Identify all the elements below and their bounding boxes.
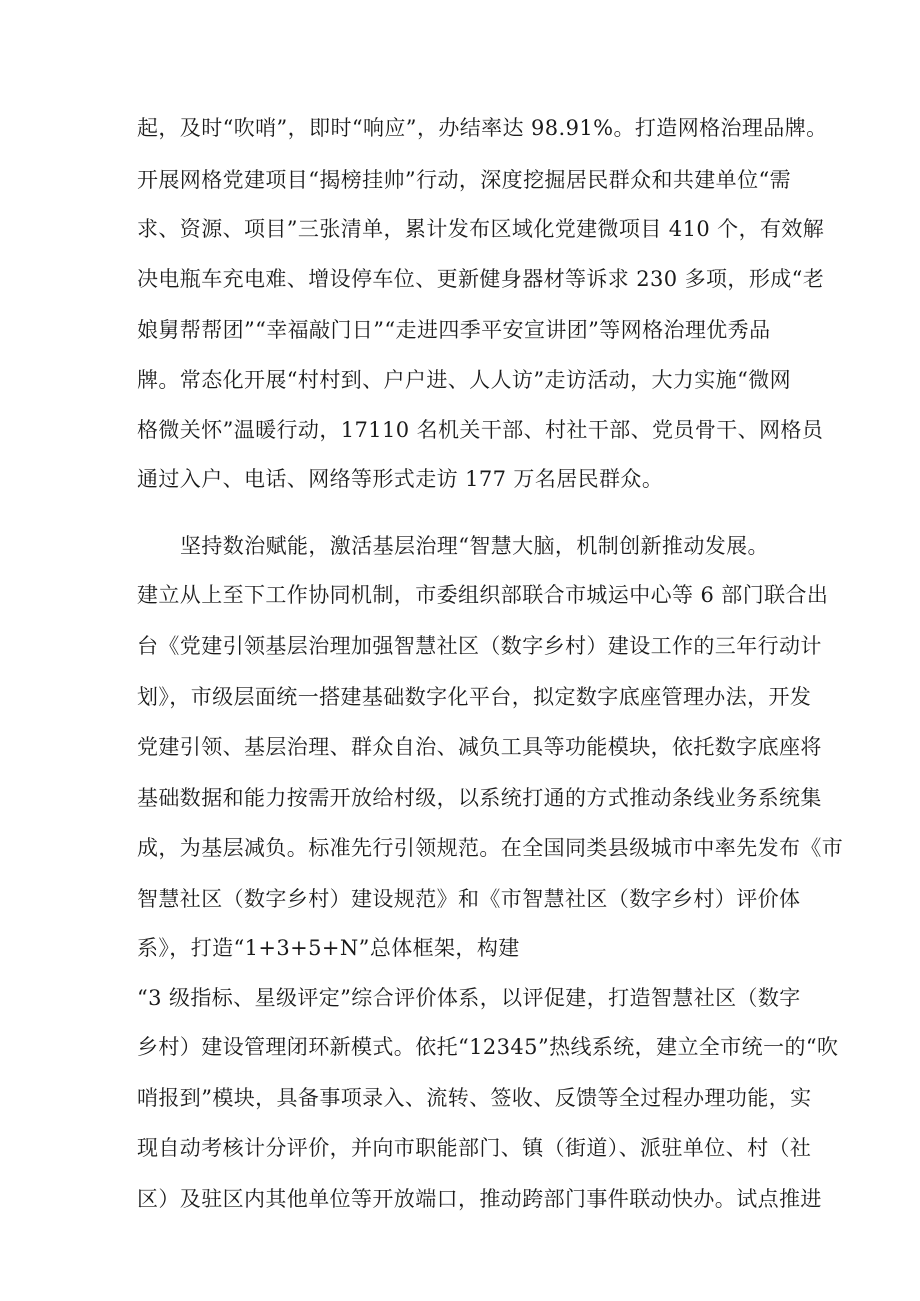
text-line: 格微关怀”温暖行动，17110 名机关干部、村社干部、党员骨干、网格员 (137, 418, 824, 442)
text-line: 通过入户、电话、网络等形式走访 177 万名居民群众。 (137, 467, 664, 491)
text-line: 划》，市级层面统一搭建基础数字化平台，拟定数字底座管理办法，开发 (137, 685, 812, 709)
text-line: 娘舅帮帮团”“幸福敲门日”“走进四季平安宣讲团”等网格治理优秀品 (137, 318, 771, 342)
text-line: 现自动考核计分评价，并向市职能部门、镇（街道）、派驻单位、村（社 (137, 1136, 812, 1160)
text-line: 基础数据和能力按需开放给村级，以系统打通的方式推动条线业务系统集 (137, 786, 822, 810)
text-line: 求、资源、项目”三张清单，累计发布区域化党建微项目 410 个，有效解 (137, 217, 825, 241)
text-line: 区）及驻区内其他单位等开放端口，推动跨部门事件联动快办。试点推进 (137, 1187, 822, 1211)
text-line: 建立从上至下工作协同机制，市委组织部联合市城运中心等 6 部门联合出 (137, 583, 829, 607)
text-line: 开展网格党建项目“揭榜挂帅”行动，深度挖掘居民群众和共建单位“需 (137, 168, 792, 192)
text-line: 成，为基层减负。标准先行引领规范。在全国同类县级城市中率先发布《市 (137, 836, 844, 860)
text-line: 智慧社区（数字乡村）建设规范》和《市智慧社区（数字乡村）评价体 (137, 887, 801, 911)
text-line: 党建引领、基层治理、群众自治、减负工具等功能模块，依托数字底座将 (137, 735, 822, 759)
text-line: 起，及时“吹哨”，即时“响应”，办结率达 98.91%。打造网格治理品牌。 (137, 116, 828, 140)
text-line: 决电瓶车充电难、增设停车位、更新健身器材等诉求 230 多项，形成“老 (137, 267, 825, 291)
text-line: 乡村）建设管理闭环新模式。依托“12345”热线系统，建立全市统一的“吹 (137, 1035, 839, 1059)
text-line: 台《党建引领基层治理加强智慧社区（数字乡村）建设工作的三年行动计 (137, 634, 822, 658)
paragraph-heading-line: 坚持数治赋能，激活基层治理“智慧大脑，机制创新推动发展。 (180, 534, 769, 558)
text-line: “3 级指标、星级评定”综合评价体系，以评促建，打造智慧社区（数字 (137, 986, 801, 1010)
text-line: 牌。常态化开展“村村到、户户进、人人访”走访活动，大力实施“微网 (137, 368, 792, 392)
text-line: 系》，打造“1+3+5+N”总体框架，构建 (137, 936, 520, 960)
text-line: 哨报到”模块，具备事项录入、流转、签收、反馈等全过程办理功能，实 (137, 1086, 812, 1110)
